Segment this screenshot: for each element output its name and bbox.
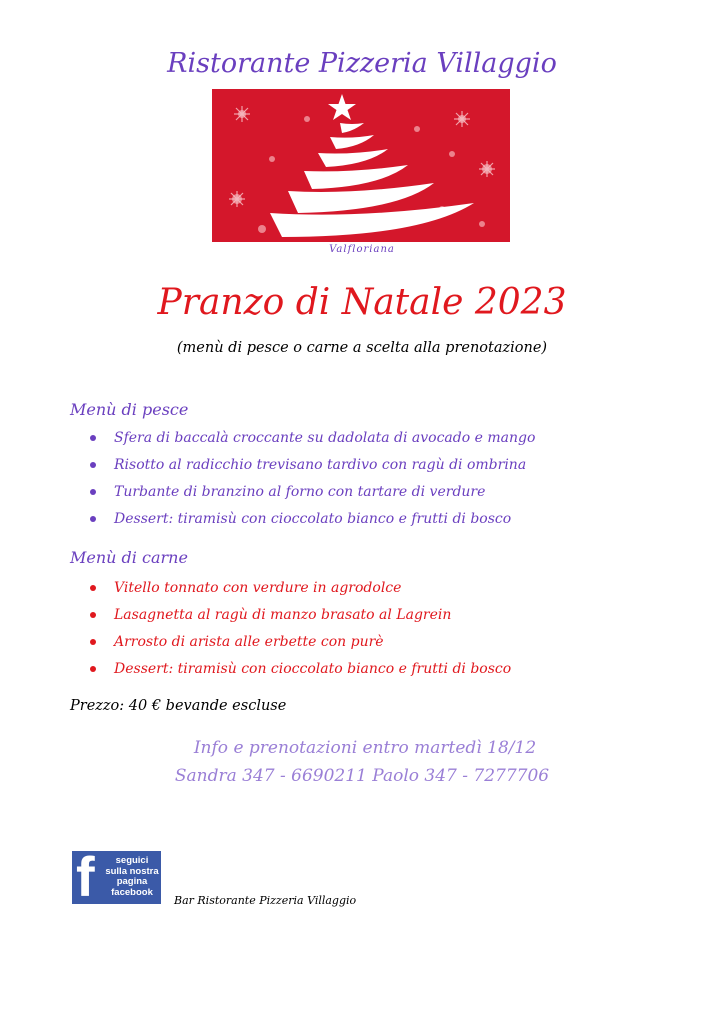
list-item-label: Dessert: tiramisù con cioccolato bianco e frutti di bosco bbox=[114, 511, 512, 527]
facebook-line: facebook bbox=[111, 886, 153, 898]
bullet-icon bbox=[90, 489, 96, 495]
facebook-badge-text bbox=[104, 856, 160, 898]
list-item bbox=[90, 481, 535, 508]
bullet-icon bbox=[90, 516, 96, 522]
list-item-label: Vitello tonnato con verdure in agrodolce bbox=[114, 580, 402, 596]
list-item-label: Risotto al radicchio trevisano tardivo con ragù di ombrina bbox=[114, 457, 527, 473]
list-item-label: Turbante di branzino al forno con tartare di verdure bbox=[114, 484, 486, 500]
list-item-label: Lasagnetta al ragù di manzo brasato al Lagrein bbox=[114, 607, 452, 623]
fish-menu-list bbox=[90, 427, 535, 535]
facebook-icon: f bbox=[76, 845, 95, 908]
list-item-label: Sfera di baccalà croccante su dadolata di avocado e mango bbox=[114, 430, 536, 446]
fish-menu-heading: Menù di pesce bbox=[70, 400, 189, 419]
event-subtitle: (menù di pesce o carne a scelta alla prenotazione) bbox=[176, 340, 548, 356]
facebook-badge[interactable] bbox=[72, 845, 161, 908]
footer-name: Bar Ristorante Pizzeria Villaggio bbox=[174, 894, 357, 907]
list-item-label: Dessert: tiramisù con cioccolato bianco e frutti di bosco bbox=[114, 661, 512, 677]
list-item bbox=[90, 427, 535, 454]
banner-caption: Valfloriana bbox=[329, 244, 395, 255]
bullet-icon bbox=[90, 666, 96, 672]
list-item bbox=[90, 658, 511, 685]
bullet-icon bbox=[90, 462, 96, 468]
event-title: Pranzo di Natale 2023 bbox=[157, 282, 567, 323]
restaurant-title: Ristorante Pizzeria Villaggio bbox=[167, 48, 557, 79]
bullet-icon bbox=[90, 435, 96, 441]
facebook-line: pagina bbox=[116, 876, 148, 887]
booking-info: Info e prenotazioni entro martedì 18/12 bbox=[193, 738, 537, 758]
list-item-label: Arrosto di arista alle erbette con purè bbox=[114, 634, 384, 650]
price-text: Prezzo: 40 € bevande escluse bbox=[70, 698, 287, 714]
facebook-line: seguici bbox=[115, 855, 149, 866]
bullet-icon bbox=[90, 585, 96, 591]
contact-phones: Sandra 347 - 6690211 Paolo 347 - 7277706 bbox=[174, 766, 550, 786]
facebook-line: sulla nostra bbox=[105, 865, 159, 877]
meat-menu-heading: Menù di carne bbox=[70, 548, 188, 567]
list-item bbox=[90, 577, 511, 604]
christmas-tree-banner bbox=[212, 89, 510, 242]
bullet-icon bbox=[90, 612, 96, 618]
list-item bbox=[90, 631, 511, 658]
list-item bbox=[90, 508, 535, 535]
bullet-icon bbox=[90, 639, 96, 645]
list-item bbox=[90, 454, 535, 481]
meat-menu-list bbox=[90, 577, 511, 685]
list-item bbox=[90, 604, 511, 631]
